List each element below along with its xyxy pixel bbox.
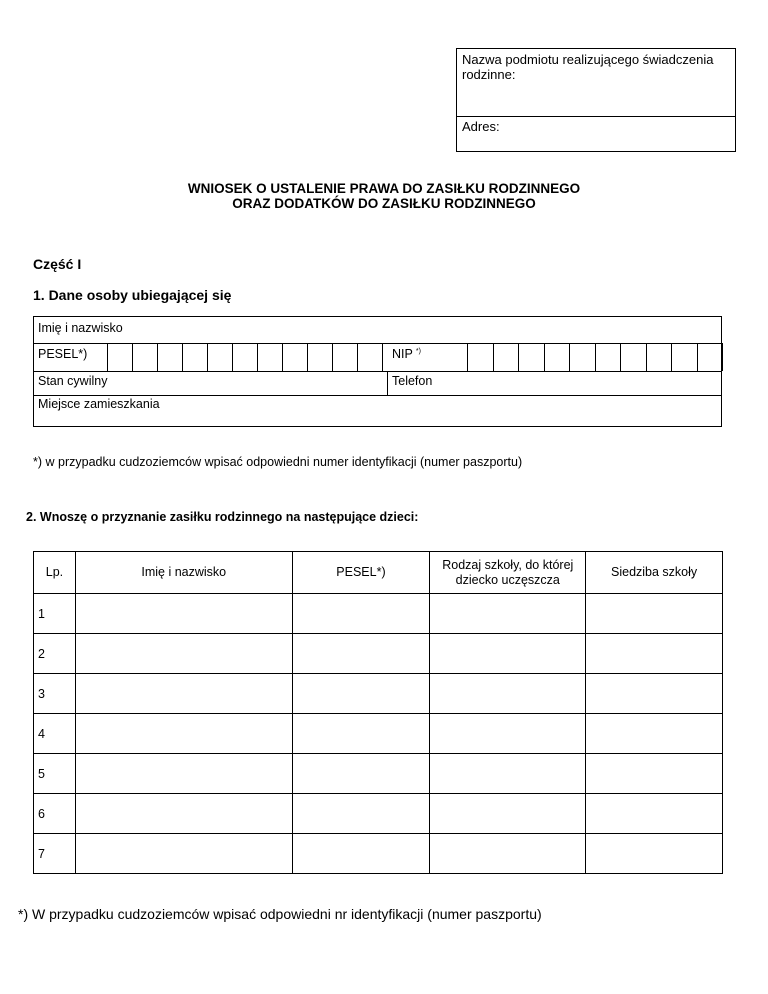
applicant-data-grid [33, 316, 722, 427]
col-header-name: Imię i nazwisko [75, 552, 292, 594]
school-seat-cell[interactable] [586, 714, 723, 754]
school-seat-cell[interactable] [586, 634, 723, 674]
child-pesel-cell[interactable] [292, 674, 430, 714]
row-number: 6 [34, 794, 76, 834]
nip-digit-box [646, 343, 647, 371]
nip-digit-box [722, 343, 723, 371]
marital-status-label: Stan cywilny [38, 374, 108, 388]
nip-digit-box [671, 343, 672, 371]
row-number: 7 [34, 834, 76, 874]
entity-name-label: Nazwa podmiotu realizującego świadczenia rodzinne: [462, 52, 714, 82]
nip-digit-box [467, 343, 468, 371]
address-label: Adres: [462, 119, 500, 134]
row-number: 4 [34, 714, 76, 754]
school-seat-cell[interactable] [586, 674, 723, 714]
pesel-digit-box [232, 343, 233, 371]
pesel-label: PESEL*) [38, 347, 88, 361]
table-row [34, 634, 723, 674]
pesel-digit-box [132, 343, 133, 371]
pesel-digit-box [157, 343, 158, 371]
table-row [34, 594, 723, 634]
divider [34, 343, 721, 344]
school-type-cell[interactable] [430, 594, 586, 634]
child-pesel-cell[interactable] [292, 834, 430, 874]
form-title [0, 181, 768, 211]
form-title-line1: WNIOSEK O USTALENIE PRAWA DO ZASIŁKU RODZINNEGO [187, 181, 581, 196]
table-row [34, 754, 723, 794]
divider [34, 395, 721, 396]
pesel-digit-box [107, 343, 108, 371]
nip-digit-box [697, 343, 698, 371]
school-type-cell[interactable] [430, 714, 586, 754]
nip-digit-box [595, 343, 596, 371]
row-number: 2 [34, 634, 76, 674]
nip-footnote-mark: *) [415, 347, 421, 355]
nip-digit-box [620, 343, 621, 371]
pesel-digit-box [307, 343, 308, 371]
table-row [34, 674, 723, 714]
footer-note: *) W przypadku cudzoziemców wpisać odpowiedni nr identyfikacji (numer paszportu) [18, 906, 542, 922]
child-pesel-cell[interactable] [292, 754, 430, 794]
section1-heading: 1. Dane osoby ubiegającej się [33, 287, 232, 303]
address-field[interactable] [457, 117, 735, 153]
school-type-cell[interactable] [430, 634, 586, 674]
school-seat-cell[interactable] [586, 594, 723, 634]
pesel-digit-box [382, 343, 383, 371]
col-header-school-seat: Siedziba szkoły [586, 552, 723, 594]
child-pesel-cell[interactable] [292, 794, 430, 834]
pesel-digit-box [357, 343, 358, 371]
child-name-cell[interactable] [75, 674, 292, 714]
table-row [34, 714, 723, 754]
child-pesel-cell[interactable] [292, 714, 430, 754]
child-pesel-cell[interactable] [292, 594, 430, 634]
child-name-cell[interactable] [75, 834, 292, 874]
col-header-pesel: PESEL*) [292, 552, 430, 594]
col-header-lp: Lp. [34, 552, 76, 594]
pesel-digit-box [257, 343, 258, 371]
nip-digit-box [569, 343, 570, 371]
table-header-row [34, 552, 723, 594]
child-name-cell[interactable] [75, 634, 292, 674]
child-name-cell[interactable] [75, 794, 292, 834]
child-pesel-cell[interactable] [292, 634, 430, 674]
form-title-line2: ORAZ DODATKÓW DO ZASIŁKU RODZINNEGO [232, 196, 536, 211]
school-seat-cell[interactable] [586, 754, 723, 794]
divider [387, 371, 388, 395]
child-name-cell[interactable] [75, 714, 292, 754]
children-table [33, 551, 723, 874]
nip-label-wrap [392, 347, 421, 361]
row-number: 5 [34, 754, 76, 794]
school-type-cell[interactable] [430, 754, 586, 794]
pesel-digit-box [182, 343, 183, 371]
name-label: Imię i nazwisko [38, 321, 123, 335]
institution-box [456, 48, 736, 152]
nip-digit-box [493, 343, 494, 371]
section2-heading: 2. Wnoszę o przyznanie zasiłku rodzinnego na następujące dzieci: [26, 510, 419, 524]
entity-name-field[interactable] [457, 49, 735, 117]
school-seat-cell[interactable] [586, 834, 723, 874]
pesel-digit-box [282, 343, 283, 371]
school-type-cell[interactable] [430, 794, 586, 834]
child-name-cell[interactable] [75, 594, 292, 634]
school-type-cell[interactable] [430, 674, 586, 714]
divider [34, 371, 721, 372]
nip-label: NIP [392, 347, 413, 361]
phone-label: Telefon [392, 374, 433, 388]
part-heading: Część I [33, 256, 82, 272]
pesel-digit-box [332, 343, 333, 371]
row-number: 3 [34, 674, 76, 714]
nip-digit-box [544, 343, 545, 371]
row-number: 1 [34, 594, 76, 634]
table-row [34, 834, 723, 874]
nip-digit-box [518, 343, 519, 371]
school-seat-cell[interactable] [586, 794, 723, 834]
section1-footnote: *) w przypadku cudzoziemców wpisać odpowiedni numer identyfikacji (numer paszportu) [33, 455, 523, 469]
residence-label: Miejsce zamieszkania [38, 397, 160, 411]
col-header-school-type: Rodzaj szkoły, do której dziecko uczęszcza [430, 552, 586, 594]
child-name-cell[interactable] [75, 754, 292, 794]
school-type-cell[interactable] [430, 834, 586, 874]
table-row [34, 794, 723, 834]
pesel-digit-box [207, 343, 208, 371]
